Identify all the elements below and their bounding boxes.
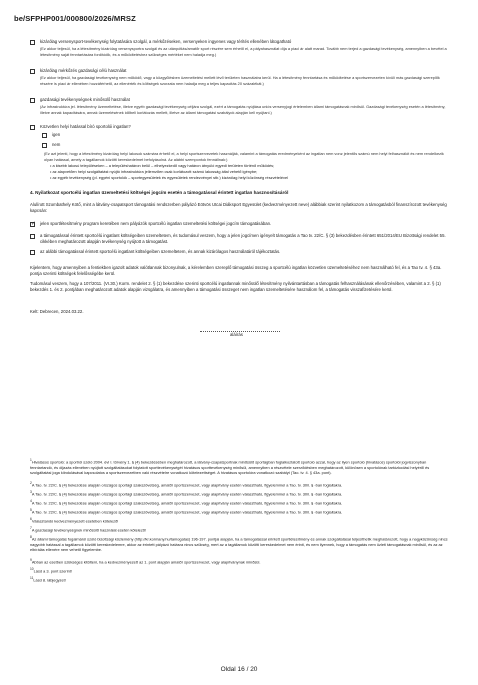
- option-3-note: (Az infrastruktúra jel. létesítmény üzemeltetése, illetve egyéb gazdasági tevékenység céljára szolgál, ezért a támogatás nyújtása uniós versenyjogi értelemben állami támogatásnak minősül. Gazdasági tevékenység esetén a létesítmény, illetve annak kapacitására, annak üzemelésének időbeli korlátozás mellett, illetve az állami támogatási szabályok alapján kell nyújtani.): [40, 104, 446, 115]
- bullet-1-text: a kisebb lakosú településeken – a településhatáron belül – elhelyezkedő vagy határon átnyúló egyedi területen történő működés;: [52, 163, 275, 168]
- footnote-3: $^3$A Tao. tv. 22/C. § (4) bekezdése alapján országos sportági szakszövetség, amatőr sportszervezet, vagy alapítvány esetén választható, figyelemmel a Tao. tv. 30/l. § -ban foglaltakra.: [30, 490, 343, 497]
- footnote-6: $^6$Választandó kedvezményezett esetében kötelező!: [30, 517, 119, 524]
- footnote-7: $^7$A gazdasági tevékenységnek minősülő használat esetén kötelező!: [30, 526, 147, 533]
- bullet-3-text: az egyéb tevékenység (pl. egyéni sportolók – sportegyesületek és egyesületek rendezvényei stb.) kizárólag helyi közönség részvételével: [52, 175, 288, 180]
- bullet-1: • a kisebb lakosú településeken – a településhatáron belül – elhelyezkedő vagy határon átnyúló egyedi területen történő működés;: [50, 163, 275, 168]
- checkbox-no[interactable]: [42, 143, 47, 148]
- section-4-intro: Alulírott Szombathely Kötő, mint a látvány-csapatsport támogatási rendszerben pályázó Eötvös Utcai Diáksport Egyesület (kedvezményezett neve) alábbiak szerint nyilatkozom a támogatásból finanszírozott tevékenység kapcsán:: [30, 202, 447, 214]
- bullet-3: • az egyéb tevékenység (pl. egyéni sportolók – sportegyesületek és egyesületek rendezvényei stb.) kizárólag helyi közönség részvételével: [50, 175, 288, 180]
- footnote-10-text: Lásd a 3. pont szerint!: [33, 568, 72, 574]
- checkbox-section4-option-1[interactable]: [30, 222, 35, 227]
- paragraph-1: Kijelentem, hogy amennyiben a fentiekben igazolt adatok valótlannak bizonyulnak, a kérelemben szereplő támogatási összeg a sportcélú ingatlan közvetlen üzemeltetéséhez nem használható fel, és a Tao tv. 4. § 43a. pontja szerinti költségek felelősségébe kerül.: [30, 265, 442, 277]
- footnote-11-text: Lásd 8. lábjegyzet!: [33, 577, 66, 583]
- document-id: be/SFPHP001/000800/2026/MRSZ: [14, 14, 136, 23]
- checkbox-section4-option-2[interactable]: [30, 234, 35, 239]
- checkbox-question[interactable]: [30, 125, 35, 130]
- footnote-4-text: A Tao. tv. 22/C. § (4) bekezdése alapján országos sportági szakszövetség, amatőr sportszervezet, vagy alapítvány esetén választható, figyelemmel a Tao. tv. 30/l. § -ban foglaltakra.: [31, 500, 343, 506]
- page-footer: Oldal 16 / 20: [220, 666, 258, 673]
- option-3-label: gazdasági tevékenységnek minősülő használat: [40, 97, 130, 102]
- section-4-title: 4. Nyilatkozat sportcélú ingatlan üzemeltetési költségei jogcím esetén a támogatással érintett ingatlan hasznosításáról: [30, 190, 289, 195]
- footnote-2-text: A Tao. tv. 22/C. § (4) bekezdése alapján országos sportági szakszövetség, amatőr sportszervezet, vagy alapítvány esetén választható, figyelemmel a Tao. tv. 30/l. § -ban foglaltakra.: [31, 482, 343, 488]
- footnote-9-text: Abban az esetben szükséges kitölteni, ha a kedvezményezett az 1. pont alapján amatőr sportszervezet, vagy alapítványnak minősül.: [31, 559, 261, 565]
- checkbox-option-2[interactable]: [30, 69, 35, 74]
- footnote-4: $^4$A Tao. tv. 22/C. § (4) bekezdése alapján országos sportági szakszövetség, amatőr sportszervezet, vagy alapítvány esetén választható, figyelemmel a Tao. tv. 30/l. § -ban foglaltakra.: [30, 499, 343, 506]
- yes-label: igen: [52, 132, 61, 137]
- option-1-note: (Ez akkor teljesül, ha a létesítmény kizárólag versenysportra szolgál és az utánpótlás/amatőr sport részére sem érhető el, a pályahasználat díja a piaci ár alatt marad. Tovább nem terjed a gazdasági tevékenység, amennyiben a bevétel a létesítmény saját fenntartására fordítódik, és a működtetéshez szükséges mértéket nem haladja meg.): [40, 46, 447, 57]
- footnote-11: $^{11}$Lásd 8. lábjegyzet!: [30, 576, 66, 583]
- question-note: (Ez azt jelenti, hogy a létesítmény kizárólag helyi lakosok számára érhető el, a helyi sportszervezetek használják, valamint a támogatás eredményeként az ingatlan nem vonz jelentős számú nem helyi felhasználót és nem rendelkezik olyan hatással, amely a tagállamok közötti kereskedelmet befolyásolná. Az alábbi szempontok fennállnak:): [44, 151, 444, 162]
- footnote-5-text: A Tao. tv. 22/C. § (4) bekezdése alapján országos sportági szakszövetség, amatőr sportszervezet, vagy alapítvány esetén választható, figyelemmel a Tao. tv. 30/l. § -ban foglaltakra.: [31, 509, 343, 515]
- footnote-8-text: Az állami támogatás fogalmáról szóló bizottsági közlemény (http://kr.kormany.hu/tamogatas) 196-197. pontjai alapján, ha a támogatással érintett sportlétesítmény és annak szolgáltatásai teljesíthetik meghatározott, hogy a nagyközönség nincs nagyobb hatással a tagállamok közötti kereskedelemre, akkor az érintett pályázó hatásra nincs szükség, mert az a tagállamok közötti kereskedelmet nem érinti, és nem ilyennek, hogy a támogatás nem üzleti támogatásnak minősül, és az az elbírálás ellenére nem vehető figyelembe.: [30, 536, 448, 553]
- section4-option-2-text: a támogatással érintett sportcélú ingatlant költségeiben üzemeltetem, és tudomásul veszem, hogy a jelen jogcímen igényelt támogatás a Tao tv. 22/C. § (3) bekezdésben érintett 651/2014/EU Bizottsági rendelet 55. cikkében meghatározott alapján tevékenység nyújtott a támogatást.: [40, 233, 446, 245]
- footnote-2: $^2$A Tao. tv. 22/C. § (4) bekezdése alapján országos sportági szakszövetség, amatőr sportszervezet, vagy alapítvány esetén választható, figyelemmel a Tao. tv. 30/l. § -ban foglaltakra.: [30, 481, 343, 488]
- section4-option-3-text: az alábbi támogatással érintett sportcélú ingatlant költségeiben üzemeltetem, és annak kizárólagos használatáról tájékoztatás.: [40, 249, 281, 254]
- bullet-2: • az alapvetően helyi szolgáltatást nyújtó infrastruktúra jellemzően csak korlátozott számú lakosság által vehető igénybe;: [50, 169, 258, 174]
- section4-option-1-text: jelen sportlétesítmény program keretében nem pályázók sportcélú ingatlan üzemeltetési költségei jogcím támogatásában.: [40, 221, 272, 226]
- paragraph-2: Tudomásul veszem, hogy a 107/2011. (VI.30.) Korm. rendelet 2. § (1) bekezdése szerinti sportcélú ingatlannak minősülő létesítmény nyilvántartásban a támogatás felhasználásának ellenőrzésében, valamint a 2. § (1) bekezdés 1. és 2. pontjában meghatározott adatok alapján vizsgálatra, és amennyiben a támogatási összeget nem ingatlan üzemeltetésére használom fel, a támogatás visszafizetésére kerül.: [30, 281, 441, 293]
- checkbox-section4-option-3[interactable]: [30, 250, 35, 255]
- footnote-10: $^{10}$Lásd a 3. pont szerint!: [30, 567, 72, 574]
- option-2-label: kizárólag mérkőzés gazdasági célú használat: [40, 68, 127, 73]
- footnote-1-text: Hivatásos sportoló: a sportról szóló 2004. évi I. törvény 1. § (4) bekezdésében meghatározott, a látvány-csapatsportnak minősülő sportágban foglalkoztatott sportoló azzal, hogy az ilyen sportoló (hivatásos) sportolói jogviszonyban fenntartandó, és díjazás ellenében nyújtott szolgáltatásokat folytatott sporttevékenységét hivatásos sporttevékenység minősül, amennyiben a részvétele szerződésben meghatározott, különösen a sportolónak tartózkodási helyéről és szolgáltatási joga kiindulásával kapcsolatos a sportszervezetben való részvételre vonatkozó kötelezettséget. A hivatásos sportolóra vonatkozó szabályt (Tao. tv. 4. § 43a. pont).: [30, 459, 430, 476]
- checkbox-yes[interactable]: [42, 133, 47, 138]
- bullet-2-text: az alapvetően helyi szolgáltatást nyújtó infrastruktúra jellemzően csak korlátozott számú lakosság által vehető igénybe;: [52, 169, 258, 174]
- footnote-8: $^8$Az állami támogatás fogalmáról szóló bizottsági közlemény (http://kr.kormany.hu/tamogatas) 196-197. pontjai alapján, ha a támogatással érintett sportlétesítmény és annak szolgáltatásai teljesíthetik meghatározott, hogy a nagyközönség nincs nagyobb hatással a tagállamok közötti kereskedelemre, akkor az érintett pályázó hatásra nincs szükség, mert az a tagállamok közötti kereskedelmet nem érinti, és nem ilyennek, hogy a támogatás nem üzleti támogatásnak minősül, és az az elbírálás ellenére nem vehető figyelembe.: [30, 535, 448, 553]
- question-label: Közvetlen helyi hatással bíró sportolói ingatlan?: [40, 124, 131, 129]
- footnote-6-text: Választandó kedvezményezett esetében kötelező!: [31, 518, 119, 524]
- footnote-5: $^5$A Tao. tv. 22/C. § (4) bekezdése alapján országos sportági szakszövetség, amatőr sportszervezet, vagy alapítvány esetén választható, figyelemmel a Tao. tv. 30/l. § -ban foglaltakra.: [30, 508, 343, 515]
- option-1-label: kizárólag versenysport-tevékenység folytatására szolgál, a mérkőzéseken, versenyeken ingyenes vagy térítés ellenében látogatható: [40, 39, 292, 44]
- footnote-1: $^1$Hivatásos sportoló: a sportról szóló 2004. évi I. törvény 1. § (4) bekezdésében meghatározott, a látvány-csapatsportnak minősülő sportágban foglalkoztatott sportoló azzal, hogy az ilyen sportoló (hivatásos) sportolói jogviszonyban fenntartandó, és díjazás ellenében nyújtott szolgáltatásokat folytatott sporttevékenységét hivatásos sporttevékenység minősül, amennyiben a részvétele szerződésben meghatározott, különösen a sportolónak tartózkodási helyéről és szolgáltatási joga kiindulásával kapcsolatos a sportszervezetben való részvételre vonatkozó kötelezettséget. A hivatásos sportolóra vonatkozó szabályt (Tao. tv. 4. § 43a. pont).: [30, 458, 430, 476]
- footnote-7-text: A gazdasági tevékenységnek minősülő használat esetén kötelező!: [31, 527, 147, 533]
- option-2-note: (Ez akkor teljesül, ha gazdasági tevékenység nem működő, vagy a közgyűlésben üzemeltetési mellett lévő területen használatra kerül. Ha a létesítmény fenntartása és működtetése a sportszervezeten kívüli más gazdasági szereplők részére is piaci ár ellenében hozzáférhető, az ellenérték és költségek szorzata nem haladja meg a teljes kapacitás 20 százalékát.): [40, 75, 440, 86]
- place-date: Kelt: Debrecen, 2024.03.22.: [30, 309, 84, 314]
- signature-label: aláírás: [230, 332, 243, 337]
- checkbox-option-1[interactable]: [30, 40, 35, 45]
- footnote-9: $^9$Abban az esetben szükséges kitölteni, ha a kedvezményezett az 1. pont alapján amatőr sportszervezet, vagy alapítványnak minősül.: [30, 558, 261, 565]
- checkbox-option-3[interactable]: [30, 98, 35, 103]
- footnote-3-text: A Tao. tv. 22/C. § (4) bekezdése alapján országos sportági szakszövetség, amatőr sportszervezet, vagy alapítvány esetén választható, figyelemmel a Tao. tv. 30/l. § -ban foglaltakra.: [31, 491, 343, 497]
- no-label: nem: [52, 142, 61, 147]
